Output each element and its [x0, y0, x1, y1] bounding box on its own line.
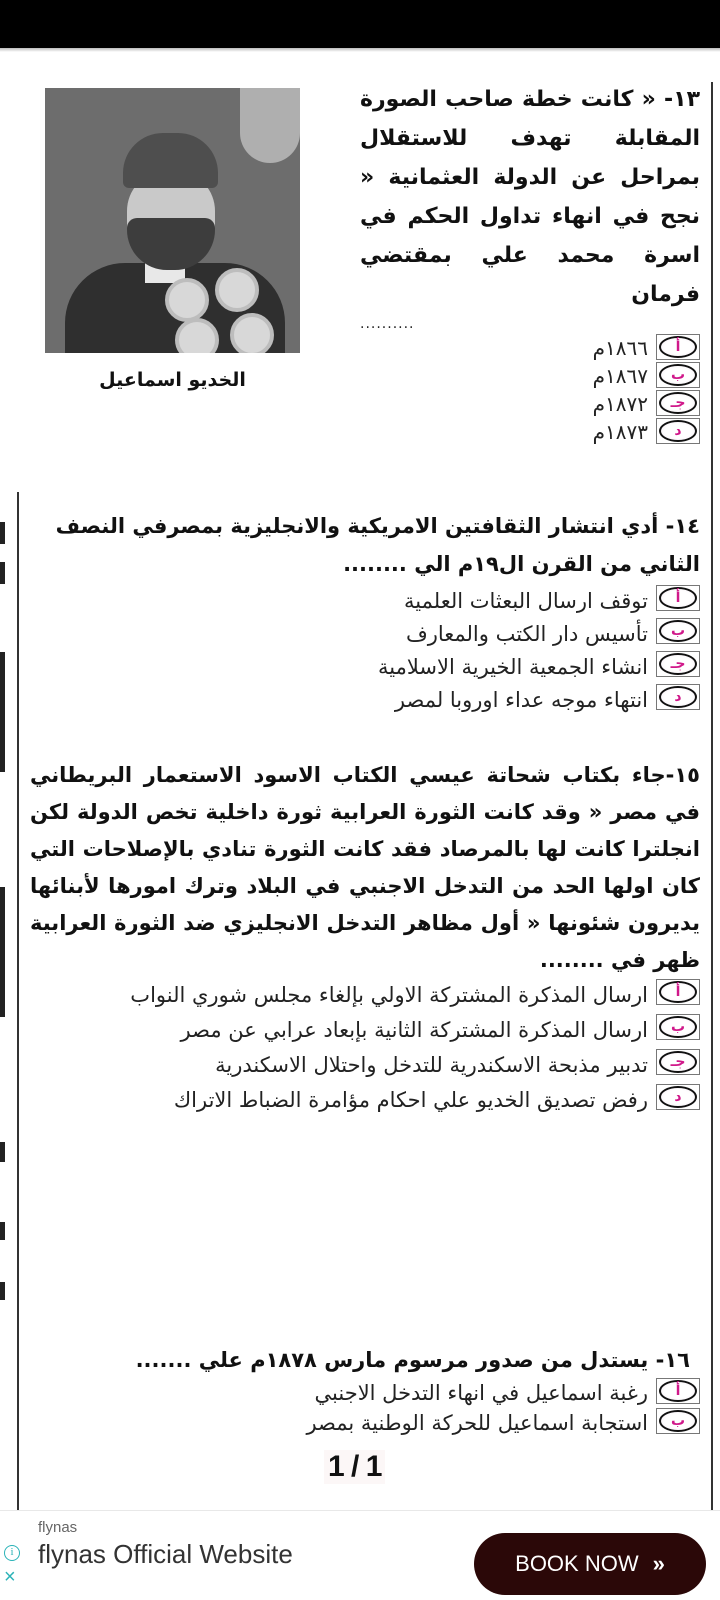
- question-14: [30, 507, 700, 717]
- option-letter-badge: د: [656, 418, 700, 444]
- question-16: [30, 1342, 700, 1438]
- adjacent-page-edge: [0, 562, 5, 584]
- option-letter-badge: ب: [656, 1408, 700, 1434]
- option-b[interactable]: ب ارسال المذكرة المشتركة الثانية بإبعاد عرابي عن مصر: [30, 1014, 700, 1047]
- option-letter-badge: ب: [656, 1014, 700, 1040]
- question-15-text: ١٥-جاء بكتاب شحاتة عيسي الكتاب الاسود الاستعمار البريطاني في مصر « وقد كانت الثورة العرابية ثورة داخلية تخص الدولة لكن انجلترا كانت لها بالمرصاد فقد كانت الثورة تنادي بالإصلاحات التي كان اولها الحد من التدخل الاجنبي في البلاد وترك امورها لأبنائها يديرون شئونها « أول مظاهر التدخل الانجليزي ضد الثورة العرابية ظهر في ........: [30, 763, 700, 972]
- adjacent-page-edge: [0, 1222, 5, 1240]
- ad-banner[interactable]: [0, 1510, 720, 1600]
- option-c[interactable]: جـ تدبير مذبحة الاسكندرية للتدخل واحتلال الاسكندرية: [30, 1049, 700, 1082]
- option-letter-badge: جـ: [656, 390, 700, 416]
- option-letter-badge: أ: [656, 1378, 700, 1404]
- ad-advertiser: flynas: [38, 1519, 78, 1536]
- option-a[interactable]: أ ارسال المذكرة المشتركة الاولي بإلغاء مجلس شوري النواب: [30, 979, 700, 1012]
- option-letter-badge: د: [656, 1084, 700, 1110]
- option-c[interactable]: جـ انشاء الجمعية الخيرية الاسلامية: [30, 651, 700, 684]
- question-16-text: ١٦- يستدل من صدور مرسوم مارس ١٨٧٨م علي .......: [135, 1348, 690, 1372]
- adjacent-page-edge: [0, 652, 5, 772]
- option-c[interactable]: جـ ١٨٧٢م: [460, 390, 700, 418]
- ad-title-link[interactable]: flynas Official Website: [38, 1539, 293, 1569]
- question-15: [30, 757, 700, 1119]
- question-14-options: [30, 585, 700, 717]
- question-13: [360, 80, 700, 332]
- adjacent-page-edge: [0, 1142, 5, 1162]
- khedive-portrait-image: [45, 88, 300, 353]
- portrait-caption: الخديو اسماعيل: [99, 369, 246, 391]
- page-indicator: 1 / 1: [324, 1450, 385, 1484]
- page-border-left: [17, 492, 19, 1510]
- option-a[interactable]: أ رغبة اسماعيل في انهاء التدخل الاجنبي: [30, 1378, 700, 1408]
- question-14-text: ١٤- أدي انتشار الثقافتين الامريكية والانجليزية بمصرفي النصف الثاني من القرن ال١٩م الي ........: [55, 514, 700, 576]
- document-viewer[interactable]: [0, 52, 720, 1510]
- question-15-options: [30, 979, 700, 1117]
- option-b[interactable]: ب تأسيس دار الكتب والمعارف: [30, 618, 700, 651]
- status-bar: [0, 0, 720, 48]
- adjacent-page-edge: [0, 522, 5, 544]
- option-d[interactable]: د ١٨٧٣م: [460, 418, 700, 446]
- option-letter-badge: ب: [656, 618, 700, 644]
- page-border-right: [711, 82, 713, 1510]
- book-now-button[interactable]: [474, 1533, 706, 1595]
- book-now-label: BOOK NOW: [515, 1551, 639, 1576]
- option-letter-badge: أ: [656, 979, 700, 1005]
- adjacent-page-edge: [0, 887, 5, 1017]
- question-13-blank: ..........: [360, 316, 415, 332]
- double-chevron-right-icon: »: [652, 1551, 665, 1576]
- option-b[interactable]: ب استجابة اسماعيل للحركة الوطنية بمصر: [30, 1408, 700, 1438]
- option-a[interactable]: أ توقف ارسال البعثات العلمية: [30, 585, 700, 618]
- option-letter-badge: د: [656, 684, 700, 710]
- option-letter-badge: جـ: [656, 651, 700, 677]
- info-icon[interactable]: i: [4, 1545, 20, 1561]
- question-13-text: ١٣- « كانت خطة صاحب الصورة المقابلة تهدف للاستقلال بمراحل عن الدولة العثمانية « نجح في انهاء تداول الحكم في اسرة محمد علي بمقتضي فرمان: [360, 87, 700, 307]
- close-icon[interactable]: ×: [4, 1566, 16, 1588]
- question-13-options: [460, 334, 700, 446]
- option-d[interactable]: د رفض تصديق الخديو علي احكام مؤامرة الضباط الاتراك: [30, 1084, 700, 1117]
- option-letter-badge: ب: [656, 362, 700, 388]
- option-d[interactable]: د انتهاء موجه عداء اوروبا لمصر: [30, 684, 700, 717]
- question-16-options: [30, 1378, 700, 1438]
- khedive-portrait-figure: [45, 88, 300, 391]
- adjacent-page-edge: [0, 1282, 5, 1300]
- option-b[interactable]: ب ١٨٦٧م: [460, 362, 700, 390]
- option-letter-badge: جـ: [656, 1049, 700, 1075]
- option-letter-badge: أ: [656, 585, 700, 611]
- option-a[interactable]: أ ١٨٦٦م: [460, 334, 700, 362]
- option-letter-badge: أ: [656, 334, 700, 360]
